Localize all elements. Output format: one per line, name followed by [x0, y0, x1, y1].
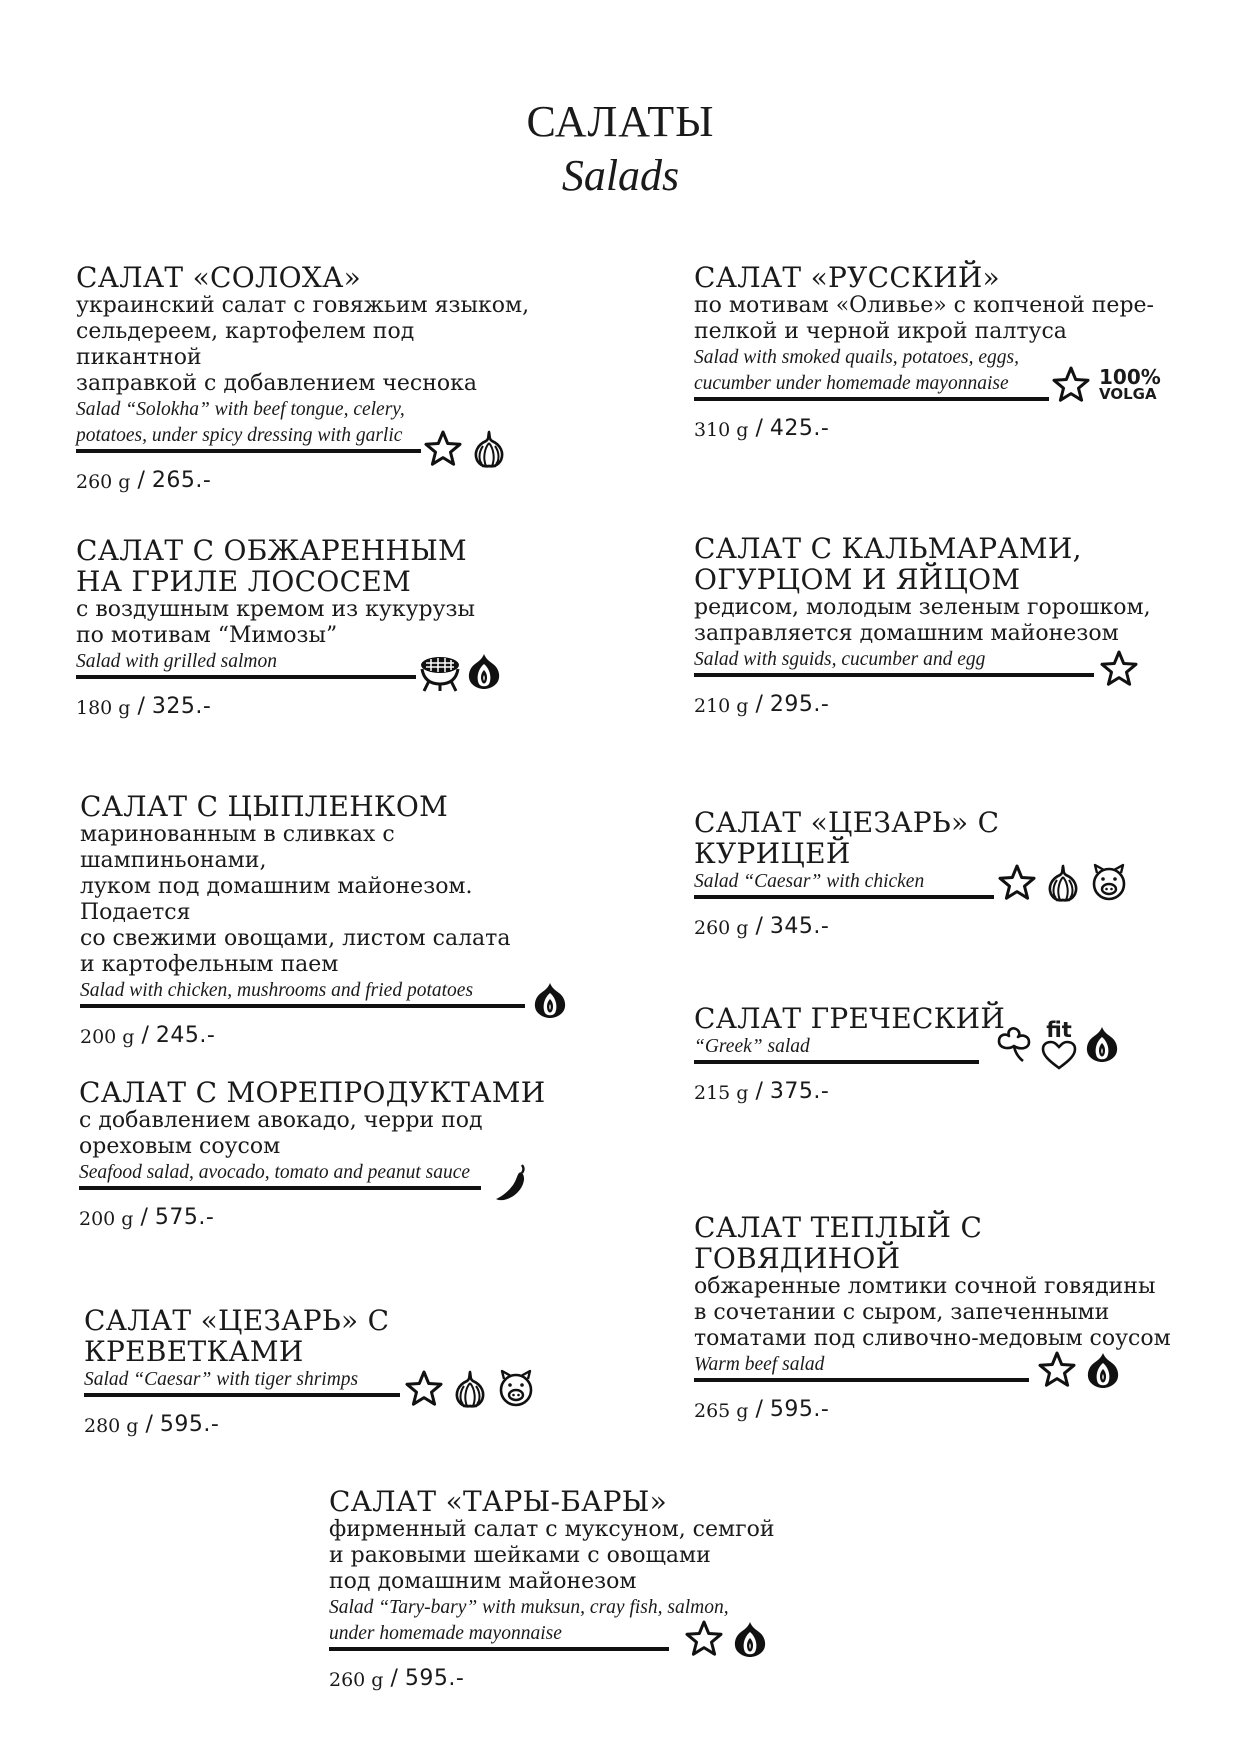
item-name: САЛАТ «ЦЕЗАРЬ» С КРЕВЕТКАМИ — [84, 1304, 390, 1368]
item-name: САЛАТ С ОБЖАРЕННЫМ — [76, 534, 468, 567]
star-icon — [404, 1369, 446, 1411]
item-english-name: Warm beef salad — [694, 1354, 825, 1375]
volga-badge — [1099, 365, 1161, 403]
price-row — [694, 1064, 1164, 1104]
item-price: 595.- — [159, 1412, 220, 1437]
dietary-icons — [1099, 649, 1141, 691]
item-name: ОГУРЦОМ И ЯЙЦОМ — [694, 563, 1021, 596]
item-description: и картофельным паем — [80, 952, 339, 977]
title-russian: САЛАТЫ — [526, 97, 715, 146]
weight-price-separator: / — [755, 416, 763, 441]
menu-item-solokha — [76, 262, 546, 493]
pig-icon — [496, 1369, 538, 1411]
menu-item-russian — [694, 262, 1164, 441]
menu-item-caesar-shrimps — [84, 1305, 574, 1437]
pig-icon — [1089, 863, 1131, 905]
price-row — [694, 899, 1164, 939]
item-weight: 310 g — [694, 419, 749, 441]
fit-heart-icon — [1040, 1020, 1078, 1070]
item-name: САЛАТ С КАЛЬМАРАМИ, — [694, 532, 1082, 565]
star-icon — [684, 1619, 726, 1661]
dietary-icons — [491, 1162, 533, 1204]
volga-percent: 100% — [1099, 365, 1161, 389]
item-description: ореховым соусом — [79, 1134, 281, 1159]
menu-item-squid — [694, 533, 1164, 717]
item-price: 265.- — [151, 468, 212, 493]
price-block — [84, 1393, 574, 1437]
page-title — [0, 95, 1241, 203]
weight-price-separator: / — [390, 1666, 398, 1691]
heart-icon — [1040, 1040, 1078, 1070]
price-row — [80, 1008, 580, 1048]
item-weight: 265 g — [694, 1400, 749, 1422]
weight-price-separator: / — [755, 914, 763, 939]
weight-price-separator: / — [145, 1412, 153, 1437]
item-description: с воздушным кремом из кукурузы — [76, 597, 476, 622]
garlic-icon — [1043, 863, 1085, 905]
item-english-name: Seafood salad, avocado, tomato and peanut sauce — [79, 1162, 471, 1183]
price-block — [80, 1004, 580, 1048]
item-description: фирменный салат с муксуном, семгой — [329, 1517, 775, 1542]
item-price: 595.- — [404, 1666, 465, 1691]
item-description: со свежими овощами, листом салата — [80, 926, 511, 951]
item-price: 245.- — [155, 1023, 216, 1048]
dietary-icons — [404, 1369, 538, 1411]
item-weight: 260 g — [76, 471, 131, 493]
item-name: САЛАТ С МОРЕПРОДУКТАМИ — [79, 1076, 546, 1109]
item-description: по мотивам “Мимозы” — [76, 623, 338, 648]
item-price: 425.- — [769, 416, 830, 441]
item-description: с добавлением авокадо, черри под — [79, 1108, 483, 1133]
item-name: САЛАТ «СОЛОХА» — [76, 261, 362, 294]
dietary-icons — [423, 429, 511, 471]
menu-item-tary-bary — [329, 1486, 809, 1691]
dietary-icons — [1051, 365, 1161, 407]
item-english-name: Salad “Solokha” with beef tongue, celery, — [76, 399, 405, 420]
item-name: САЛАТ С ЦЫПЛЕНКОМ — [80, 790, 449, 823]
item-weight: 200 g — [79, 1208, 134, 1230]
price-row — [694, 677, 1164, 717]
title-english: Salads — [561, 151, 680, 200]
weight-price-separator: / — [755, 1079, 763, 1104]
menu-item-grilled-salmon — [76, 535, 546, 719]
price-block — [76, 675, 546, 719]
item-description: заправляется домашним майонезом — [694, 621, 1119, 646]
weight-price-separator: / — [140, 1205, 148, 1230]
item-description: в сочетании с сыром, запеченными — [694, 1300, 1110, 1325]
item-english-name: Salad “Caesar” with chicken — [694, 871, 925, 892]
item-english-name: Salad with smoked quails, potatoes, eggs, — [694, 347, 1019, 368]
item-description: по мотивам «Оливье» с копченой пере- — [694, 293, 1154, 318]
onion-icon — [730, 1619, 772, 1661]
weight-price-separator: / — [137, 468, 145, 493]
price-block — [79, 1186, 559, 1230]
dietary-icons — [418, 651, 506, 693]
weight-price-separator: / — [755, 1397, 763, 1422]
item-price: 345.- — [769, 914, 830, 939]
item-description: луком под домашним майонезом. Подается — [80, 874, 473, 925]
item-english-name: Salad “Tary-bary” with muksun, cray fish, salmon, — [329, 1597, 729, 1618]
onion-icon — [530, 980, 572, 1022]
onion-icon — [1082, 1024, 1124, 1066]
weight-price-separator: / — [141, 1023, 149, 1048]
price-row — [694, 401, 1164, 441]
item-price: 325.- — [151, 694, 212, 719]
item-weight: 215 g — [694, 1082, 749, 1104]
item-description: пелкой и черной икрой палтуса — [694, 319, 1067, 344]
item-weight: 260 g — [329, 1669, 384, 1691]
item-description: под домашним майонезом — [329, 1569, 637, 1594]
item-name: САЛАТ ТЕПЛЫЙ С ГОВЯДИНОЙ — [694, 1211, 983, 1275]
grill-icon — [418, 651, 460, 693]
item-description: украинский салат с говяжьим языком, — [76, 293, 530, 318]
item-price: 295.- — [769, 692, 830, 717]
star-icon — [1099, 649, 1141, 691]
item-english-name: potatoes, under spicy dressing with garlic — [76, 425, 403, 446]
item-name: НА ГРИЛЕ ЛОСОСЕМ — [76, 565, 412, 598]
onion-icon — [1083, 1350, 1125, 1392]
price-row — [79, 1190, 559, 1230]
item-english-name: Salad “Caesar” with tiger shrimps — [84, 1369, 359, 1390]
fit-label: fit — [1046, 1018, 1072, 1042]
item-name: САЛАТ ГРЕЧЕСКИЙ — [694, 1002, 1006, 1035]
onion-icon — [464, 651, 506, 693]
item-english-name: “Greek” salad — [694, 1036, 810, 1057]
item-description: томатами под сливочно-медовым соусом — [694, 1326, 1171, 1351]
garlic-icon — [450, 1369, 492, 1411]
volga-label: VOLGA — [1099, 385, 1157, 403]
item-weight: 260 g — [694, 917, 749, 939]
dietary-icons — [530, 980, 572, 1022]
star-icon — [1037, 1350, 1079, 1392]
price-block — [694, 1378, 1184, 1422]
menu-item-warm-beef — [694, 1212, 1184, 1422]
star-icon — [423, 429, 465, 471]
item-description: маринованным в сливках с шампиньонами, — [80, 822, 395, 873]
garlic-icon — [469, 429, 511, 471]
dietary-icons — [684, 1619, 772, 1661]
menu-item-greek — [694, 1003, 1164, 1104]
item-english-name: cucumber under homemade mayonnaise — [694, 373, 1009, 394]
item-weight: 180 g — [76, 697, 131, 719]
item-name: САЛАТ «ЦЕЗАРЬ» С КУРИЦЕЙ — [694, 806, 1000, 870]
dietary-icons — [997, 863, 1131, 905]
price-block — [694, 673, 1164, 717]
star-icon — [997, 863, 1039, 905]
item-english-name: Salad with grilled salmon — [76, 651, 277, 672]
item-description: редисом, молодым зеленым горошком, — [694, 595, 1151, 620]
weight-price-separator: / — [755, 692, 763, 717]
item-price: 575.- — [154, 1205, 215, 1230]
menu-item-chicken — [80, 791, 580, 1048]
price-block — [694, 895, 1164, 939]
price-block — [329, 1647, 809, 1691]
item-weight: 280 g — [84, 1415, 139, 1437]
item-description: заправкой с добавлением чеснока — [76, 371, 477, 396]
item-price: 595.- — [769, 1397, 830, 1422]
chili-icon — [491, 1162, 533, 1204]
item-description: обжаренные ломтики сочной говядины — [694, 1274, 1156, 1299]
item-weight: 210 g — [694, 695, 749, 717]
dietary-icons — [1037, 1350, 1125, 1392]
item-weight: 200 g — [80, 1026, 135, 1048]
clover-icon — [994, 1024, 1036, 1066]
weight-price-separator: / — [137, 694, 145, 719]
item-price: 375.- — [769, 1079, 830, 1104]
star-icon — [1051, 365, 1093, 407]
dietary-icons — [994, 1020, 1124, 1070]
menu-item-seafood — [79, 1077, 559, 1230]
item-name: САЛАТ «РУССКИЙ» — [694, 261, 1000, 294]
item-description: сельдереем, картофелем под пикантной — [76, 319, 415, 370]
item-english-name: Salad with sguids, cucumber and egg — [694, 649, 986, 670]
item-description: и раковыми шейками с овощами — [329, 1543, 711, 1568]
item-name: САЛАТ «ТАРЫ-БАРЫ» — [329, 1485, 668, 1518]
price-block — [76, 449, 546, 493]
menu-item-caesar-chicken — [694, 807, 1164, 939]
item-english-name: Salad with chicken, mushrooms and fried potatoes — [80, 980, 474, 1001]
item-english-name: under homemade mayonnaise — [329, 1623, 562, 1644]
